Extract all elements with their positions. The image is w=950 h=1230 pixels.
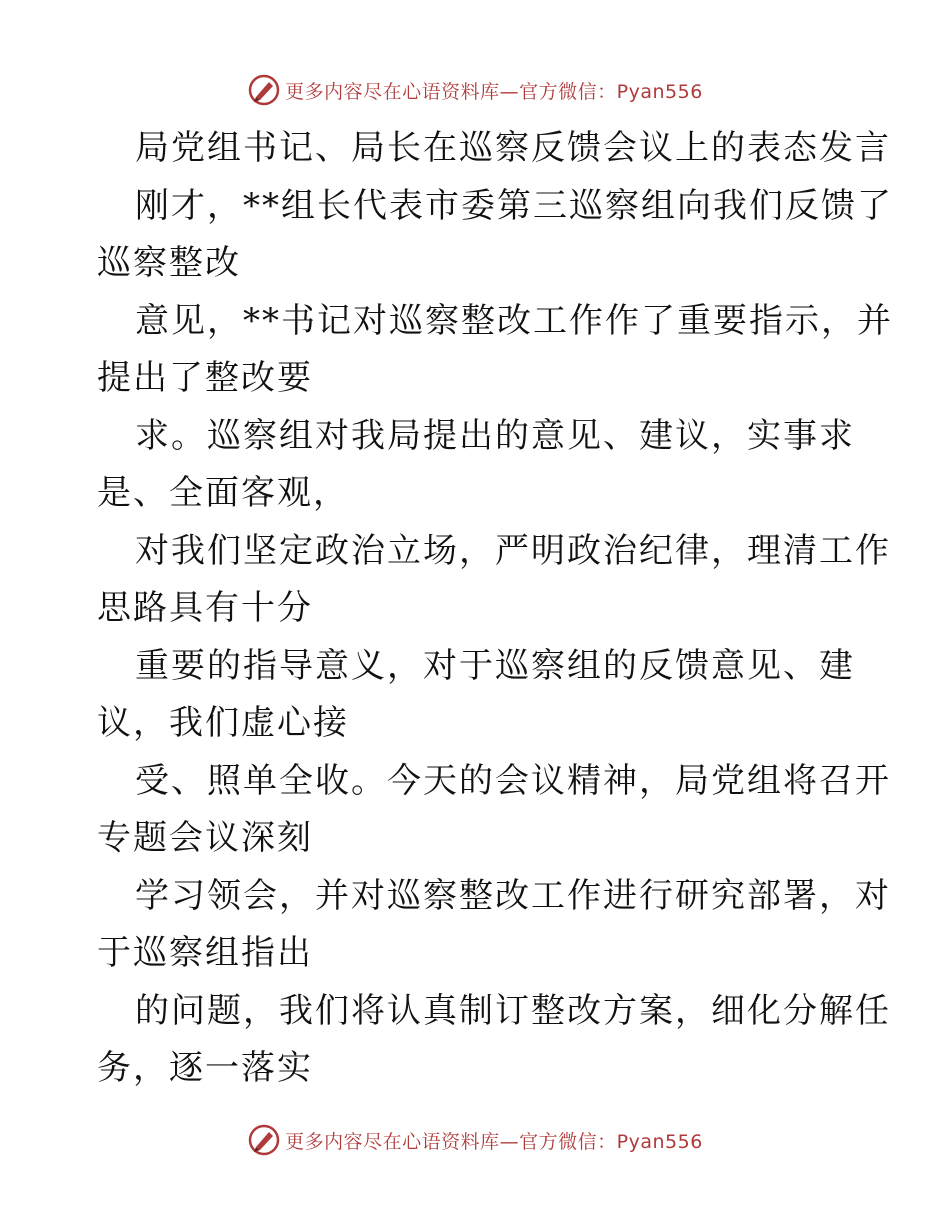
document-title: 局党组书记、局长在巡察反馈会议上的表态发言: [135, 128, 891, 168]
watermark-text: 更多内容尽在心语资料库—官方微信：Pyan556: [285, 1130, 703, 1153]
paragraph-line: 重要的指导意义，对于巡察组的反馈意见、建: [135, 645, 855, 686]
paragraph-line: 的问题，我们将认真制订整改方案，细化分解任: [135, 990, 891, 1031]
document-body: [97, 120, 893, 1098]
paragraph-line: 学习领会，并对巡察整改工作进行研究部署，对: [135, 875, 891, 916]
paragraph-line: 受、照单全收。今天的会议精神，局党组将召开: [135, 760, 891, 801]
paragraph-line: 思路具有十分: [97, 588, 313, 628]
pen-logo-icon: [247, 1123, 281, 1157]
paragraph-line: 巡察整改: [97, 243, 241, 283]
paragraph-line: 务，逐一落实: [97, 1048, 313, 1088]
paragraph-line: 议，我们虚心接: [97, 703, 349, 743]
watermark-text: 更多内容尽在心语资料库—官方微信：Pyan556: [285, 80, 703, 103]
paragraph-line: 意见，**书记对巡察整改工作作了重要指示，并: [135, 300, 893, 341]
paragraph-line: 于巡察组指出: [97, 933, 313, 973]
paragraph-line: 刚才，**组长代表市委第三巡察组向我们反馈了: [135, 185, 893, 226]
pen-logo-icon: [247, 73, 281, 107]
paragraph-line: 对我们坚定政治立场，严明政治纪律，理清工作: [135, 530, 891, 571]
paragraph-line: 是、全面客观，: [97, 473, 349, 513]
paragraph-line: 提出了整改要: [97, 358, 313, 398]
footer-watermark-banner: [0, 1120, 950, 1160]
paragraph-line: 求。巡察组对我局提出的意见、建议，实事求: [135, 415, 855, 456]
paragraph-line: 专题会议深刻: [97, 818, 313, 858]
header-watermark-banner: [0, 70, 950, 110]
